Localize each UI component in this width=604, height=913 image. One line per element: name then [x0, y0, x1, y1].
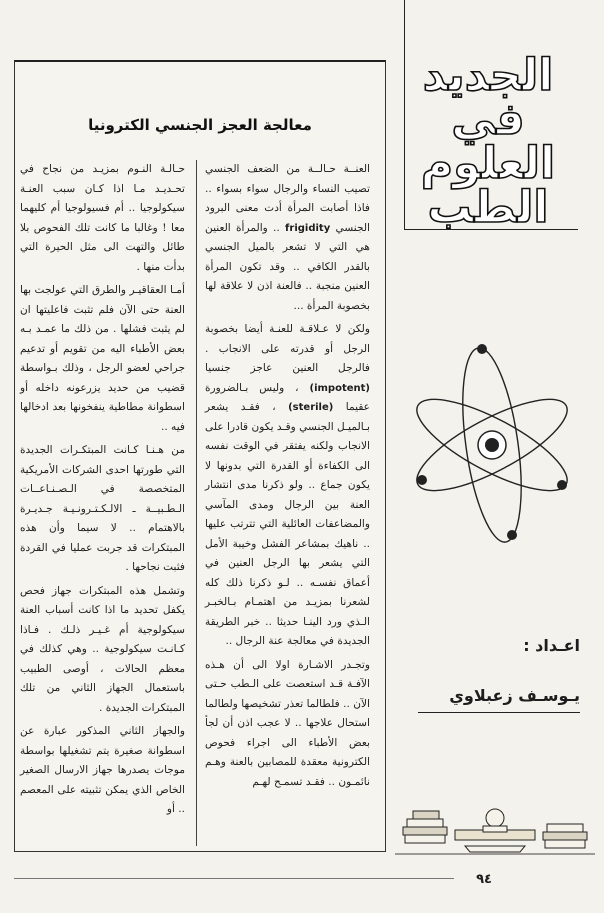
- paragraph: وتشمل هذه المبتكرات جهاز فحص يكفل تحديد ما اذا كانت أسباب العنة سيكولوجية أم غـيـر ذلـك . فـاذا كـانـت سيكولوجية .. وهي كذلك في معظم الحالات ، أوصى الطبيب باستعمال الجهاز الثاني من تلك المبتكرات الجديدة .: [20, 584, 185, 714]
- text-run: العنــة حـالــة من الضعف الجنسي تصيب النساء والرجال سواء بسواء .. فاذا أصابت المرأة أدت معنى البرود الجنسي: [205, 163, 371, 234]
- article-column-left: [20, 160, 185, 824]
- english-term: frigidity: [285, 222, 331, 234]
- author-name: يـوسـف زعبلاوي: [449, 686, 580, 705]
- paragraph: من هـنـا كـانت المبتكـرات الجديدة التي طورتها احدى الشركات الأمريكية المتخصصة في الـصـنـاعــات الـطـبيــة ـ الالـكـتـرونـيـة جـديـرة بالاهتمام .. لا سيما وأن هذه المبتكرات قد جربت عمليا في القردة فثبت نجاحها .: [20, 444, 185, 573]
- article-title: معالجة العجز الجنسي الكترونيا: [88, 116, 312, 134]
- paragraph: أمـا العقاقيـر والطرق التي عولجت بها العنة حتى الآن فلم تثبت فاعليتها ان لم يثبت فشلها . من ذلك ما عمـد بـه بعض الأطباء اليه من تقويم أو تدعيم جراحي لعضو الرجل ، وذلك بـواسطة قضيب من حديد يزرعونه داخله أو اسطوانة مطاطية ينفخونها بعد ادخالها فيه ..: [20, 284, 185, 433]
- text-run: .. والمرأة العنين هي التي لا تشعر بالميل الجنسي بالقدر الكافي .. وقد تكون المرأة العنين منجبة .. فالعنة اذن لا علاقة لها بخصوبة المرأة ...: [205, 221, 370, 312]
- books-illustration-icon: [395, 780, 595, 860]
- text-run: ، فقـد يشعر بـالميـل الجنسي وقـد يكون قادرا على الانجاب ولكنه يفتقر في الوقت نفسه الى الكفاءة أو القدرة التي بدونها لا يكون جماع .. ولو ذكرنا مدى انتشار العنة بين الرجال ومدى المآسي والمضاعفات العائلية التي تترتب عليها .. ناهيك بمشاعر الفشل وخيبة الأمل التي يشعر بها الرجل العنين في أعماق نفسـه .. لـو ذكرنا ذلك كله لشعرنا بمزيـد من اهتمـام بـالخبـر الـذي ورد الينـا حديثا .. خبر الطريقة الجديدة في معالجة عنة الرجال ..: [205, 401, 370, 647]
- english-term: (sterile): [288, 402, 334, 413]
- paragraph: [205, 320, 370, 652]
- paragraph: [205, 160, 370, 316]
- english-term: (impotent): [309, 382, 370, 394]
- author-label: اعـداد :: [523, 636, 580, 655]
- header-line: في: [451, 94, 525, 145]
- author-underline: [418, 712, 580, 713]
- header-line: الطب: [427, 182, 549, 233]
- atom-icon: [402, 335, 582, 555]
- paragraph: والجهاز الثاني المذكور عبارة عن اسطوانة صغيرة يتم تشغيلها بواسطة موجات يصدرها جهاز الارسال الصغير الخاص الذي يمكن تثبيته على المعصم .. أو: [20, 725, 185, 815]
- section-header-title: [408, 50, 568, 233]
- footer-rule: [14, 878, 454, 879]
- paragraph: وتجـدر الاشـارة اولا الى أن هـذه الآفـة قـد استعصت على الـطب حـتى الآن .. فلطالما تعذر تشخيصها ولطالما استحال علاجها .. لا عجب اذن أن لجأ بعض الأطباء الى اجراء فحوص الكترونية معقدة للمصابين بالعنة وهـم نائمـون .. فقـد تسمـح لهـم: [205, 658, 370, 788]
- header-line: الجديد: [422, 50, 554, 101]
- header-line: العلوم: [420, 138, 556, 189]
- paragraph: حـالـة النـوم بمزيـد من نجاح في تحـديـد مـا اذا كـان سبب العنـة سيكولوجيا .. أم فسيولوجيا أم كليهما معا ! وغالبا ما كانت تلك الفحوص بلا طائل والتهت الى مثل الحيرة التي بدأت منها .: [20, 163, 185, 273]
- page-number: ٩٤: [476, 872, 492, 887]
- article-column-right: [205, 160, 370, 796]
- column-divider: [196, 160, 197, 846]
- text-run: ، وليس بـالضرورة عقيما: [205, 381, 370, 413]
- text-run: ولكن لا عـلاقـة للعنـة أيضا بخصوبة الرجل أو قدرته على الانجاب . فالرجل العنين عاجز جنسيا: [205, 323, 370, 374]
